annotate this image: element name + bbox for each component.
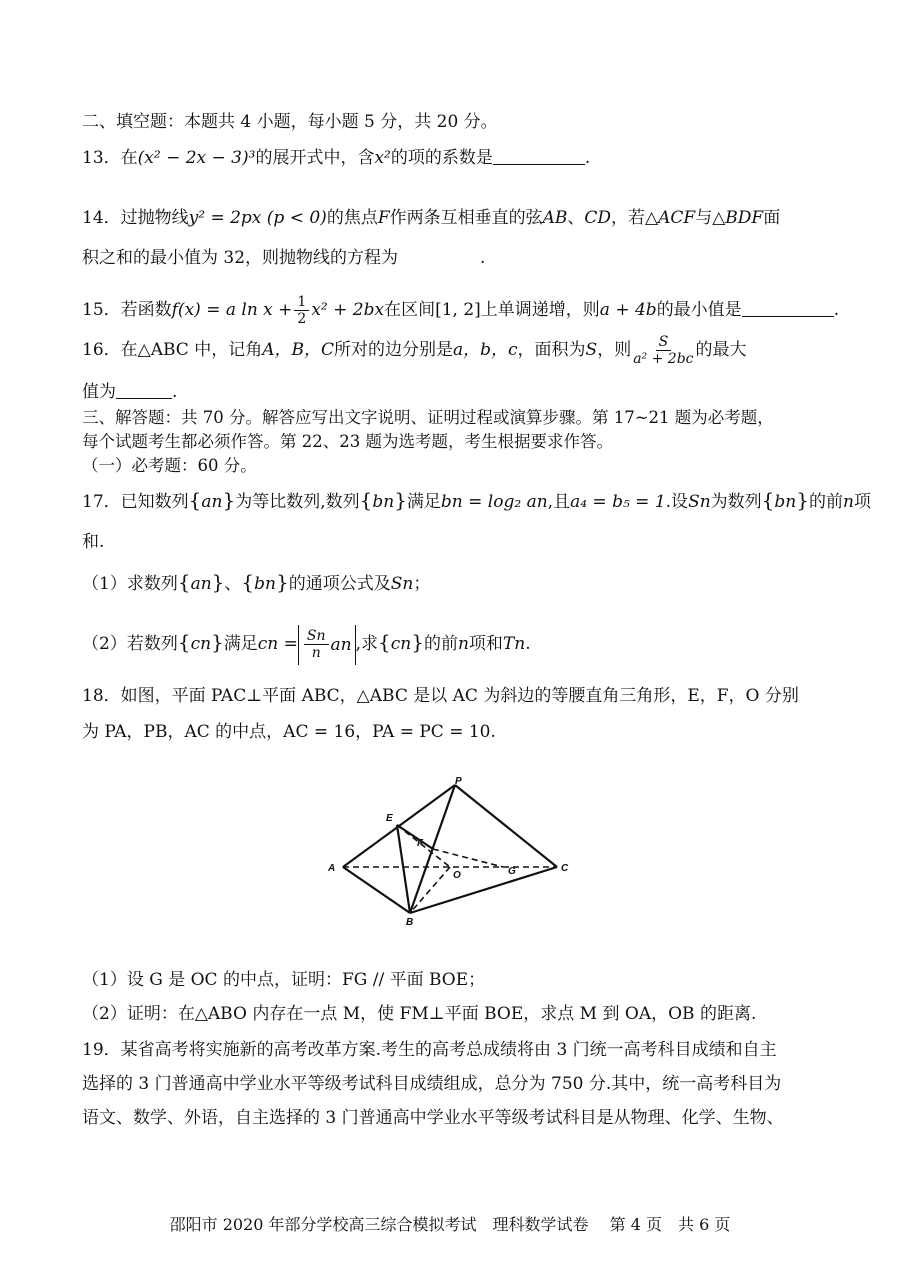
q15-text-e: 的最小值是 — [656, 300, 742, 320]
label-b: B — [406, 917, 414, 925]
question-14-line1 — [82, 206, 780, 230]
q17-seq-b: bn — [372, 492, 395, 512]
segment-eb — [397, 825, 410, 913]
q16-sides: a，b，c — [453, 340, 518, 360]
q17-p2-b: 满足 — [223, 634, 258, 654]
q17-relation: bn = log₂ an — [440, 492, 548, 512]
q14-triangle-bdf: △BDF — [712, 208, 764, 228]
q17-p2-g: 项和 — [468, 634, 503, 654]
question-16-line1 — [82, 330, 747, 370]
question-18-part1: （1）设 G 是 OC 的中点，证明：FG // 平面 BOE； — [82, 970, 486, 990]
q14-number: 14． — [82, 208, 121, 228]
q15-half-numerator: 1 — [294, 294, 309, 311]
label-c: C — [561, 863, 569, 874]
question-17-part1: （1）求数列{an}、{bn}的通项公式及Sn； — [82, 570, 431, 594]
q14-sep: 、 — [567, 208, 585, 228]
section-2-heading: 二、填空题：本题共 4 小题，每小题 5 分，共 20 分。 — [82, 112, 498, 132]
q17-text-m: 项 — [853, 492, 871, 512]
q14-end: . — [480, 248, 486, 268]
q16-number: 16． — [82, 340, 121, 360]
q17-p1-c: 的通项公式及 — [288, 574, 391, 594]
q17-p1-e: ； — [413, 574, 431, 594]
q17-p2-absolute — [298, 625, 356, 665]
q14-yu: 与 — [695, 208, 713, 228]
q17-p2-i: . — [525, 634, 531, 654]
q17-p1-seq-a: an — [190, 574, 212, 594]
q16-area: S — [585, 340, 598, 360]
q14-text-b: 的焦点 — [326, 208, 378, 228]
question-14-line2 — [82, 246, 485, 270]
segment-eo-hidden — [397, 825, 450, 867]
q15-text-c: 在区间[1, 2]上单调递增，则 — [384, 300, 600, 320]
section-3-line1: 三、解答题：共 70 分。解答应写出文字说明、证明过程或演算步骤。第 17~21 题为必考题， — [82, 408, 774, 427]
label-p: P — [455, 776, 462, 787]
question-17-part2: （2）若数列{cn}满足cn = $\frac{Sn}{n}$ an ,求{cn}的前n项和Tn. — [82, 620, 531, 666]
q15-target: a + 4b — [599, 300, 657, 320]
q17-p2-n: n — [457, 634, 469, 654]
label-a: A — [328, 863, 336, 874]
question-18-line1: 18．如图，平面 PAC⊥平面 ABC，△ABC 是以 AC 为斜边的等腰直角三角形，E，F，O 分别 — [82, 686, 799, 706]
q17-p1-b: 、 — [224, 574, 242, 594]
q17-n: n — [842, 492, 854, 512]
geometry-figure — [325, 775, 575, 925]
q17-sum: Sn — [688, 492, 711, 512]
q17-p1-a: （1）求数列 — [82, 574, 178, 594]
q16-text-l2: 值为 — [82, 382, 116, 402]
q15-number: 15． — [82, 300, 121, 320]
q14-triangle-acf: △ACF — [645, 208, 696, 228]
q17-text-h: 为数列 — [710, 492, 762, 512]
edge-bc — [410, 867, 557, 913]
q14-chord-ab: AB — [542, 208, 568, 228]
q17-text-g: .设 — [665, 492, 689, 512]
label-e: E — [386, 813, 393, 824]
question-16-line2 — [82, 380, 177, 404]
q15-text-a: 若函数 — [120, 300, 172, 320]
q17-seq-b-2: bn — [774, 492, 797, 512]
section-3-line2: 每个试题考生都必须作答。第 22、23 题为选考题，考生根据要求作答。 — [82, 432, 613, 451]
question-19-line2: 选择的 3 门普通高中学业水平等级考试科目成绩组成，总分为 750 分.其中，统一高考科目为 — [82, 1074, 782, 1094]
q16-fraction-denominator: a² + 2bc — [633, 351, 694, 367]
q14-text-d: ，若 — [611, 208, 646, 228]
q13-term: x² — [374, 148, 391, 168]
edge-pc — [455, 785, 557, 867]
q16-answer-blank[interactable] — [116, 382, 172, 399]
segment-ef — [397, 825, 433, 849]
q14-chord-cd: CD — [584, 208, 612, 228]
q16-text-g: 的最大 — [695, 340, 747, 360]
q17-p2-tn: Tn — [502, 634, 526, 654]
q15-end: . — [833, 300, 840, 320]
q13-text-b: 的展开式中，含 — [255, 148, 375, 168]
q15-function-tail: x² + 2bx — [311, 300, 385, 320]
q16-fraction — [633, 334, 693, 367]
q17-text-c: 满足 — [406, 492, 441, 512]
q16-fraction-numerator: S — [656, 334, 672, 351]
q13-text-a: 在 — [120, 148, 138, 168]
question-17-line2: 和. — [82, 532, 105, 552]
question-18-part2: （2）证明：在△ABO 内存在一点 M，使 FM⊥平面 BOE，求点 M 到 OA，OB 的距离. — [82, 1004, 757, 1024]
q17-p2-frac-num: Sn — [304, 628, 329, 645]
q13-text-d: 的项的系数是 — [390, 148, 493, 168]
page-footer: 邵阳市 2020 年部分学校高三综合模拟考试 理科数学试卷 第 4 页 共 6 页 — [169, 1215, 731, 1234]
q14-text-c: 作两条互相垂直的弦 — [389, 208, 543, 228]
q15-half-denominator: 2 — [297, 311, 307, 327]
q17-p2-c: cn = — [257, 634, 298, 654]
q17-text-b: 为等比数列,数列 — [235, 492, 360, 512]
question-15 — [82, 290, 839, 330]
q17-text-k: 的前 — [808, 492, 843, 512]
question-18-line2: 为 PA，PB，AC 的中点，AC = 16，PA = PC = 10. — [82, 722, 496, 742]
q17-p2-an: an — [330, 634, 352, 655]
q17-seq-a: an — [201, 492, 223, 512]
q16-angles: A，B，C — [262, 340, 334, 360]
q17-p2-d: ,求 — [355, 634, 379, 654]
label-f: F — [417, 838, 424, 849]
label-g: G — [508, 866, 516, 877]
q17-condition: a₄ = b₅ = 1 — [570, 492, 666, 512]
q16-end: . — [172, 382, 178, 402]
q17-text-a: 已知数列 — [120, 492, 189, 512]
q17-p1-seq-b: bn — [254, 574, 276, 594]
label-o: O — [453, 870, 461, 881]
q13-end: . — [584, 148, 591, 168]
q17-p2-a: （2）若数列 — [82, 634, 178, 654]
q17-number: 17． — [82, 492, 121, 512]
q16-text-c: 所对的边分别是 — [334, 340, 453, 360]
q17-p1-sum: Sn — [390, 574, 414, 594]
q17-p2-seq-c: cn — [190, 634, 212, 654]
q14-text-l2: 积之和的最小值为 32，则抛物线的方程为 — [82, 248, 399, 268]
question-13 — [82, 146, 590, 170]
q16-text-a: 在△ABC 中，记角 — [120, 340, 263, 360]
q16-text-e: ，面积为 — [517, 340, 586, 360]
q13-expression: (x² − 2x − 3)³ — [137, 148, 256, 168]
q17-p2-seq-c-2: cn — [390, 634, 412, 654]
q14-focus: F — [377, 208, 390, 228]
q15-answer-blank[interactable] — [742, 300, 834, 317]
q17-p2-frac-den: n — [311, 645, 321, 661]
q15-function: f(x) = a ln x + — [171, 300, 293, 320]
q14-text-a: 过抛物线 — [120, 208, 189, 228]
question-17-line1: 17．已知数列{an}为等比数列,数列{bn}满足bn = log₂ an,且a₄ = b₅ = 1.设Sn为数列{bn}的前n项 — [82, 488, 871, 512]
q14-parabola: y² = 2px (p < 0) — [188, 208, 327, 228]
q17-text-e: ,且 — [547, 492, 571, 512]
q14-mian: 面 — [763, 208, 781, 228]
q16-text-f: ，则 — [597, 340, 632, 360]
q17-p2-e: 的前 — [423, 634, 458, 654]
q13-number: 13． — [82, 148, 121, 168]
segment-fg-hidden — [433, 849, 503, 867]
edge-ab — [343, 867, 410, 913]
q13-answer-blank[interactable] — [493, 148, 585, 165]
q15-half-fraction — [294, 294, 309, 327]
question-19-line1: 19．某省高考将实施新的高考改革方案.考生的高考总成绩将由 3 门统一高考科目成绩和自主 — [82, 1040, 777, 1060]
question-19-line3: 语文、数学、外语，自主选择的 3 门普通高中学业水平等级考试科目是从物理、化学、生物、 — [82, 1108, 784, 1128]
section-3-line3: （一）必考题：60 分。 — [82, 456, 257, 475]
